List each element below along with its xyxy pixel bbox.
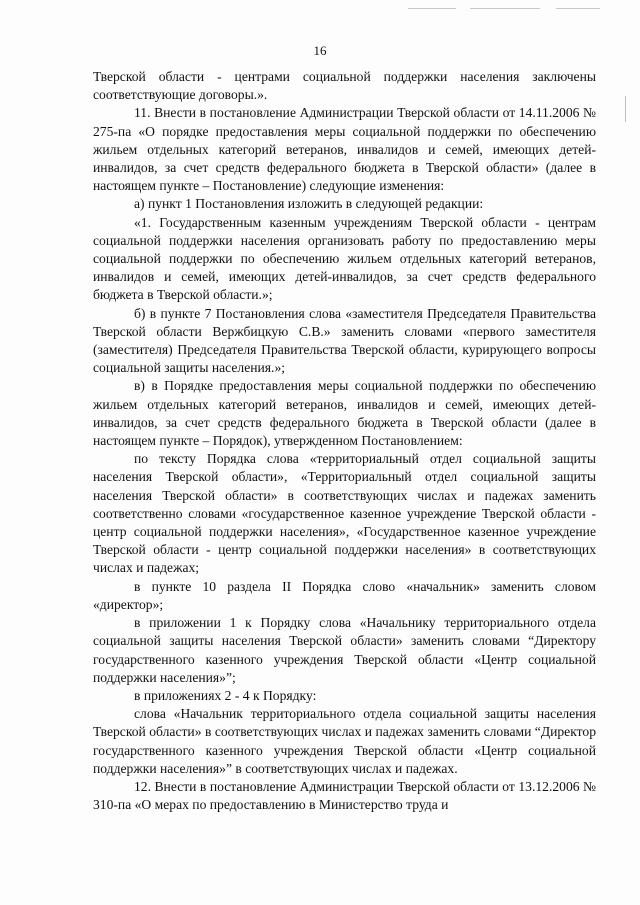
scan-artifact-right bbox=[625, 96, 626, 122]
paragraph: по тексту Порядка слова «территориальный отдел социальной защиты населения Тверской области», «Территориальный отдел социальной защиты населения Тверской области» в соответствующих числах и падежах заменить соответственно словами «государственное казенное учреждение Тверской области - центр социальной поддержки населения», «Государственное казенное учреждение Тверской области - центр социальной поддержки населения» в соответствующих числах и падежах; bbox=[93, 451, 596, 576]
paragraph: в приложениях 2 - 4 к Порядку: bbox=[134, 687, 317, 703]
paragraph: Тверской области - центрами социальной поддержки населения заключены соответствующие договоры.». bbox=[93, 69, 596, 103]
paragraph: слова «Начальник территориального отдела социальной защиты населения Тверской области» в соответствующих числах и падежах заменить словами “Директор государственного казенного учреждения Тверской области «Центр социальной поддержки населения»” в соответствующих числах и падежах. bbox=[93, 706, 596, 776]
scan-artifact-top bbox=[556, 8, 600, 9]
paragraph: 12. Внести в постановление Администрации Тверской области от 13.12.2006 № 310-па «О мерах по предоставлению в Министерство труда и bbox=[93, 778, 596, 813]
document-body bbox=[93, 68, 596, 814]
paragraph: «1. Государственным казенным учреждениям Тверской области - центрам социальной поддержки населения организовать работу по предоставлению меры социальной поддержки по обеспечению жильем отдельных категорий ветеранов, инвалидов и семей, имеющих детей-инвалидов, за счет средств федерального бюджета в Тверской области.»; bbox=[93, 214, 596, 303]
paragraph: в) в Порядке предоставления меры социальной поддержки по обеспечению жильем отдельных категорий ветеранов, инвалидов и семей, имеющих детей-инвалидов, за счет средств федерального бюджета в Тверской области (далее в настоящем пункте – Порядок), утвержденном Постановлением: bbox=[93, 378, 596, 449]
scan-artifact-top bbox=[408, 8, 456, 9]
paragraph: а) пункт 1 Постановления изложить в следующей редакции: bbox=[134, 196, 484, 212]
scan-artifact-top bbox=[470, 8, 540, 9]
page-number: 16 bbox=[313, 43, 327, 58]
paragraph: в пункте 10 раздела II Порядка слово «начальник» заменить словом «директор»; bbox=[93, 578, 596, 612]
paragraph: б) в пункте 7 Постановления слова «заместителя Председателя Правительства Тверской области Вержбицкую С.В.» заменить словами «первого заместителя (заместителя) Председателя Правительства Тверской области, курирующего вопросы социальной защиты населения.»; bbox=[93, 305, 596, 376]
paragraph: в приложении 1 к Порядку слова «Начальнику территориального отдела социальной защиты населения Тверской области» заменить словами “Директору государственного казенного учреждения Тверской области «Центр социальной поддержки населения»”; bbox=[93, 615, 596, 685]
paragraph: 11. Внести в постановление Администрации Тверской области от 14.11.2006 № 275-па «О порядке предоставления меры социальной поддержки по обеспечению жильем отдельных категорий ветеранов, инвалидов и семей, имеющих детей-инвалидов, за счет средств федерального бюджета в Тверской области» (далее в настоящем пункте – Постановление) следующие изменения: bbox=[93, 105, 596, 194]
